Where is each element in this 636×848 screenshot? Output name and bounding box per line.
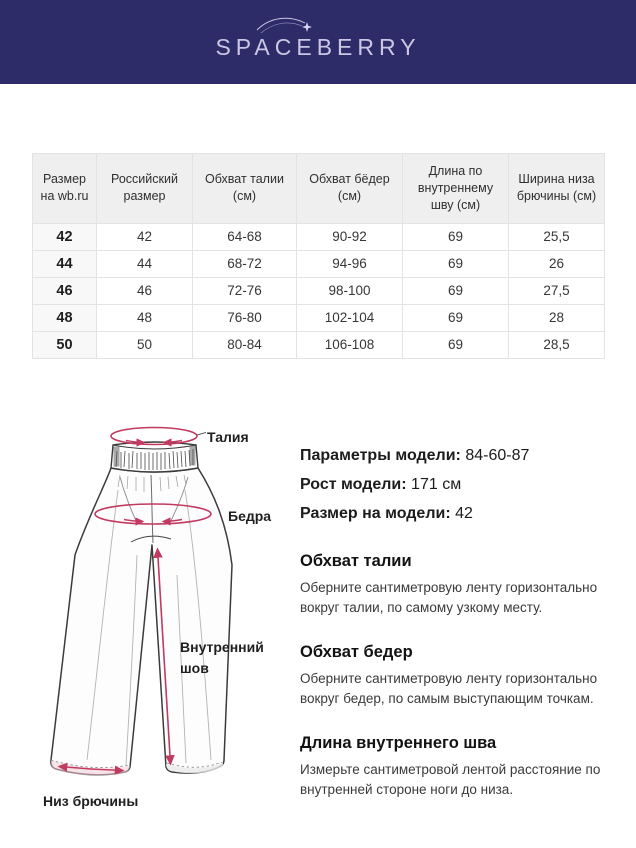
model-size-value: 42 [455, 505, 473, 522]
model-size-label: Размер на модели: [300, 505, 451, 522]
table-cell: 50 [97, 331, 193, 358]
column-header: Российский размер [97, 154, 193, 224]
guide-waist-title: Обхват талии [300, 552, 412, 570]
guide-inseam-section [300, 734, 620, 800]
table-cell: 68-72 [193, 250, 297, 277]
table-cell: 69 [403, 304, 509, 331]
inseam-label: Внутренний шов [180, 639, 264, 676]
size-table-section [32, 153, 604, 359]
table-cell: 42 [97, 223, 193, 250]
guide-hips-text: Оберните сантиметровую ленту горизонтально вокруг бедер, по самым выступающим точкам. [300, 671, 598, 706]
table-cell: 28 [509, 304, 605, 331]
table-cell: 72-76 [193, 277, 297, 304]
table-cell: 44 [97, 250, 193, 277]
size-table [32, 153, 605, 359]
column-header: Ширина низа брючины (см) [509, 154, 605, 224]
table-cell: 106-108 [297, 331, 403, 358]
table-cell: 28,5 [509, 331, 605, 358]
table-row [33, 223, 605, 250]
column-header: Длина по внутреннему шву (см) [403, 154, 509, 224]
table-cell: 76-80 [193, 304, 297, 331]
waist-leader-line [197, 433, 206, 436]
table-row [33, 304, 605, 331]
shooting-star-icon [255, 14, 317, 38]
table-cell: 26 [509, 250, 605, 277]
table-cell: 69 [403, 277, 509, 304]
measurement-info-column [300, 441, 620, 825]
column-header: Обхват талии (см) [193, 154, 297, 224]
model-info [300, 441, 620, 528]
table-cell: 69 [403, 331, 509, 358]
model-height-value: 171 см [411, 476, 462, 493]
pants-drawing [25, 415, 315, 815]
guide-hips-title: Обхват бедер [300, 643, 413, 661]
model-height-line [300, 470, 620, 499]
table-cell: 48 [97, 304, 193, 331]
guide-hips-section [300, 643, 620, 709]
waist-label: Талия [207, 429, 249, 445]
hips-label: Бедра [228, 508, 272, 524]
table-cell: 69 [403, 223, 509, 250]
size-wb-cell: 44 [33, 250, 97, 277]
guide-inseam-title: Длина внутреннего шва [300, 734, 497, 752]
table-cell: 69 [403, 250, 509, 277]
table-cell: 64-68 [193, 223, 297, 250]
table-header-row [33, 154, 605, 224]
table-row [33, 331, 605, 358]
model-params-line [300, 441, 620, 470]
model-params-label: Параметры модели: [300, 447, 461, 464]
table-cell: 27,5 [509, 277, 605, 304]
guide-waist-text: Оберните сантиметровую ленту горизонтально вокруг талии, по самому узкому месту. [300, 580, 598, 615]
guide-inseam-text: Измерьте сантиметровой лентой расстояние по внутренней стороне ноги до низа. [300, 762, 601, 797]
table-cell: 98-100 [297, 277, 403, 304]
size-wb-cell: 42 [33, 223, 97, 250]
brand-logo [215, 24, 420, 61]
size-wb-cell: 50 [33, 331, 97, 358]
brand-header [0, 0, 636, 84]
model-params-value: 84-60-87 [465, 447, 530, 464]
brand-logo-text: SPACEBERRY [215, 33, 421, 60]
guide-waist-section [300, 552, 620, 618]
table-cell: 80-84 [193, 331, 297, 358]
table-row [33, 250, 605, 277]
model-size-line [300, 499, 620, 528]
column-header: Обхват бёдер (см) [297, 154, 403, 224]
model-height-label: Рост модели: [300, 476, 407, 493]
pants-outline [51, 468, 232, 775]
size-wb-cell: 48 [33, 304, 97, 331]
pants-measurement-diagram [25, 415, 315, 815]
table-cell: 102-104 [297, 304, 403, 331]
size-wb-cell: 46 [33, 277, 97, 304]
table-row [33, 277, 605, 304]
hem-label: Низ брючины [43, 793, 139, 809]
column-header: Размер на wb.ru [33, 154, 97, 224]
table-cell: 25,5 [509, 223, 605, 250]
table-cell: 94-96 [297, 250, 403, 277]
table-cell: 46 [97, 277, 193, 304]
table-cell: 90-92 [297, 223, 403, 250]
